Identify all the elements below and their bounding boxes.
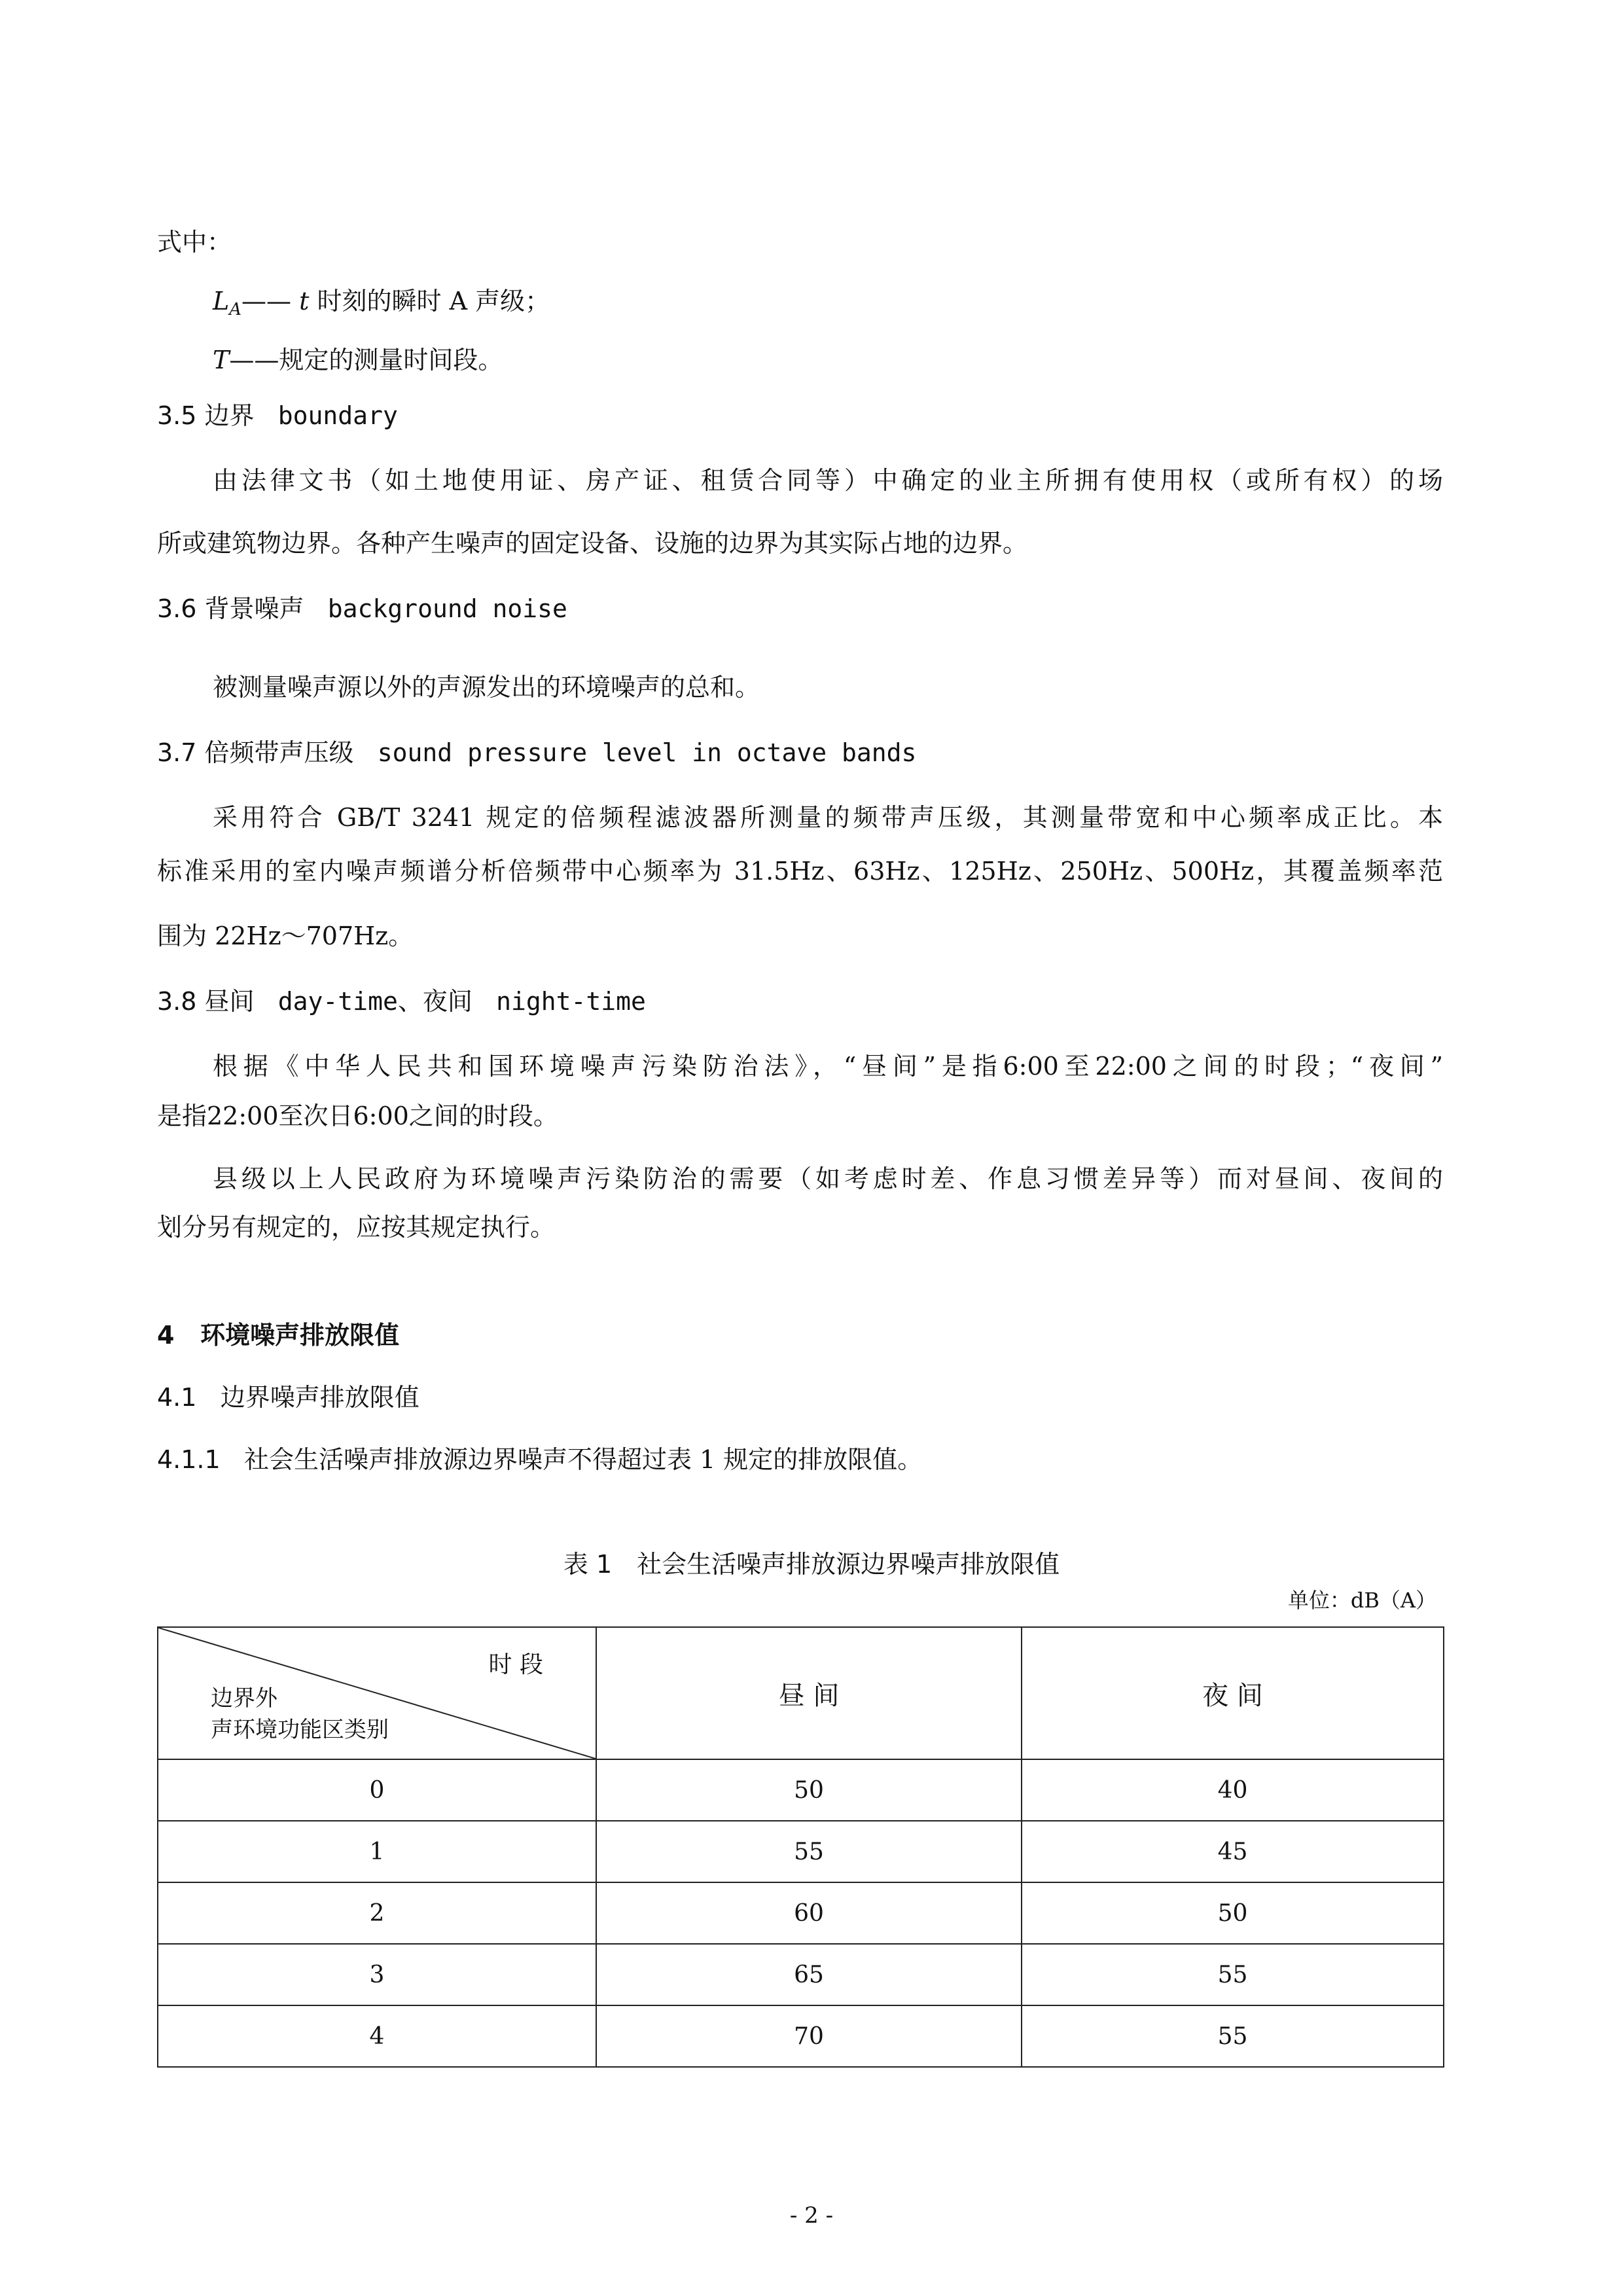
section-3-7-para-line-3: 围为 22Hz～707Hz。: [157, 922, 414, 950]
section-3-8-para-2-line-1: 县级以上人民政府为环境噪声污染防治的需要（如考虑时差、作息习惯差异等）而对昼间、夜间的: [213, 1164, 1443, 1193]
table-row: [158, 2005, 1444, 2067]
section-4-1-heading: [157, 1381, 419, 1414]
zone-cell: 3: [158, 1944, 596, 2005]
night-value-cell: 50: [1022, 1882, 1444, 1944]
diagonal-header-cell: [158, 1627, 596, 1759]
section-number: 3.5: [157, 401, 197, 430]
section-title-night-en: night-time: [496, 987, 646, 1016]
night-value-cell: 45: [1022, 1821, 1444, 1882]
day-value-cell: 60: [596, 1882, 1022, 1944]
section-title: 边界噪声排放限值: [220, 1383, 419, 1412]
section-3-8-heading: [157, 985, 646, 1018]
section-3-8-para-1-line-1: 根据《中华人民共和国环境噪声污染防治法》，“昼间”是指6:00至22:00之间的时段；“夜间”: [213, 1052, 1443, 1081]
table-1-unit: 单位：dB（A）: [1287, 1588, 1436, 1613]
section-title-en: boundary: [277, 401, 398, 430]
section-title-separator: 、: [397, 987, 423, 1016]
zone-cell: 4: [158, 2005, 596, 2067]
header-day: 昼 间: [596, 1627, 1022, 1759]
day-value-cell: 55: [596, 1821, 1022, 1882]
table-1-caption: 表 1 社会生活噪声排放源边界噪声排放限值: [563, 1550, 1060, 1579]
section-3-8-para-1-line-2: 是指22:00至次日6:00之间的时段。: [157, 1102, 558, 1130]
zone-cell: 2: [158, 1882, 596, 1944]
formula-t-definition: [213, 344, 503, 376]
la-description: 时刻的瞬时 A 声级；: [317, 287, 550, 315]
zone-cell: 0: [158, 1759, 596, 1821]
header-zone-label-line-1: 边界外: [211, 1685, 277, 1712]
table-row: [158, 1944, 1444, 2005]
night-value-cell: 55: [1022, 1944, 1444, 2005]
section-title: 背景噪声: [204, 594, 304, 623]
section-title-day-en: day-time: [277, 987, 398, 1016]
night-value-cell: 40: [1022, 1759, 1444, 1821]
table-1: [157, 1626, 1444, 2068]
day-value-cell: 50: [596, 1759, 1022, 1821]
zone-cell: 1: [158, 1821, 596, 1882]
table-row: [158, 1821, 1444, 1882]
la-dash: ——: [241, 287, 292, 315]
la-t-symbol: t: [299, 287, 310, 315]
page-number: - 2 -: [789, 2202, 834, 2229]
section-title: 倍频带声压级: [204, 738, 354, 767]
section-3-8-para-2-line-2: 划分另有规定的，应按其规定执行。: [157, 1213, 556, 1242]
section-3-7-para-line-2: 标准采用的室内噪声频谱分析倍频带中心频率为 31.5Hz、63Hz、125Hz、250Hz、500Hz，其覆盖频率范: [157, 857, 1443, 886]
section-number: 4.1.1: [157, 1445, 221, 1474]
section-title-en: background noise: [327, 594, 567, 623]
section-3-5-heading: [157, 399, 398, 432]
formula-where-label: 式中：: [157, 228, 232, 257]
section-title-day: 昼间: [204, 987, 255, 1016]
table-header-row: [158, 1627, 1444, 1759]
t-description: ——规定的测量时间段。: [229, 346, 503, 374]
la-subscript: A: [229, 300, 242, 319]
night-value-cell: 55: [1022, 2005, 1444, 2067]
section-4-1-1-paragraph: [157, 1443, 922, 1476]
section-3-5-para-line-2: 所或建筑物边界。各种产生噪声的固定设备、设施的边界为其实际占地的边界。: [157, 529, 1028, 558]
la-symbol: L: [213, 287, 230, 315]
t-symbol: T: [213, 346, 230, 374]
section-number: 4: [157, 1321, 175, 1350]
day-value-cell: 65: [596, 1944, 1022, 2005]
section-number: 3.7: [157, 738, 197, 767]
section-text: 社会生活噪声排放源边界噪声不得超过表 1 规定的排放限值。: [243, 1445, 923, 1474]
section-number: 3.8: [157, 987, 197, 1016]
section-title-night: 夜间: [422, 987, 473, 1016]
header-zone-label-line-2: 声环境功能区类别: [211, 1717, 389, 1743]
section-3-7-heading: [157, 736, 916, 769]
section-title: 边界: [204, 401, 255, 430]
section-4-heading: [157, 1319, 399, 1352]
section-title: 环境噪声排放限值: [200, 1321, 400, 1350]
header-period-label: 时 段: [488, 1651, 543, 1678]
section-3-7-para-line-1: 采用符合 GB/T 3241 规定的倍频程滤波器所测量的频带声压级，其测量带宽和中心频率成正比。本: [213, 803, 1443, 832]
day-value-cell: 70: [596, 2005, 1022, 2067]
table-row: [158, 1882, 1444, 1944]
section-title-en: sound pressure level in octave bands: [377, 738, 917, 767]
table-row: [158, 1759, 1444, 1821]
section-3-5-para-line-1: 由法律文书（如土地使用证、房产证、租赁合同等）中确定的业主所拥有使用权（或所有权）的场: [213, 466, 1443, 495]
section-number: 3.6: [157, 594, 197, 623]
section-number: 4.1: [157, 1383, 197, 1412]
header-night: 夜 间: [1022, 1627, 1444, 1759]
section-3-6-heading: [157, 592, 567, 625]
section-3-6-para: 被测量噪声源以外的声源发出的环境噪声的总和。: [213, 673, 760, 702]
formula-la-definition: [213, 285, 550, 326]
